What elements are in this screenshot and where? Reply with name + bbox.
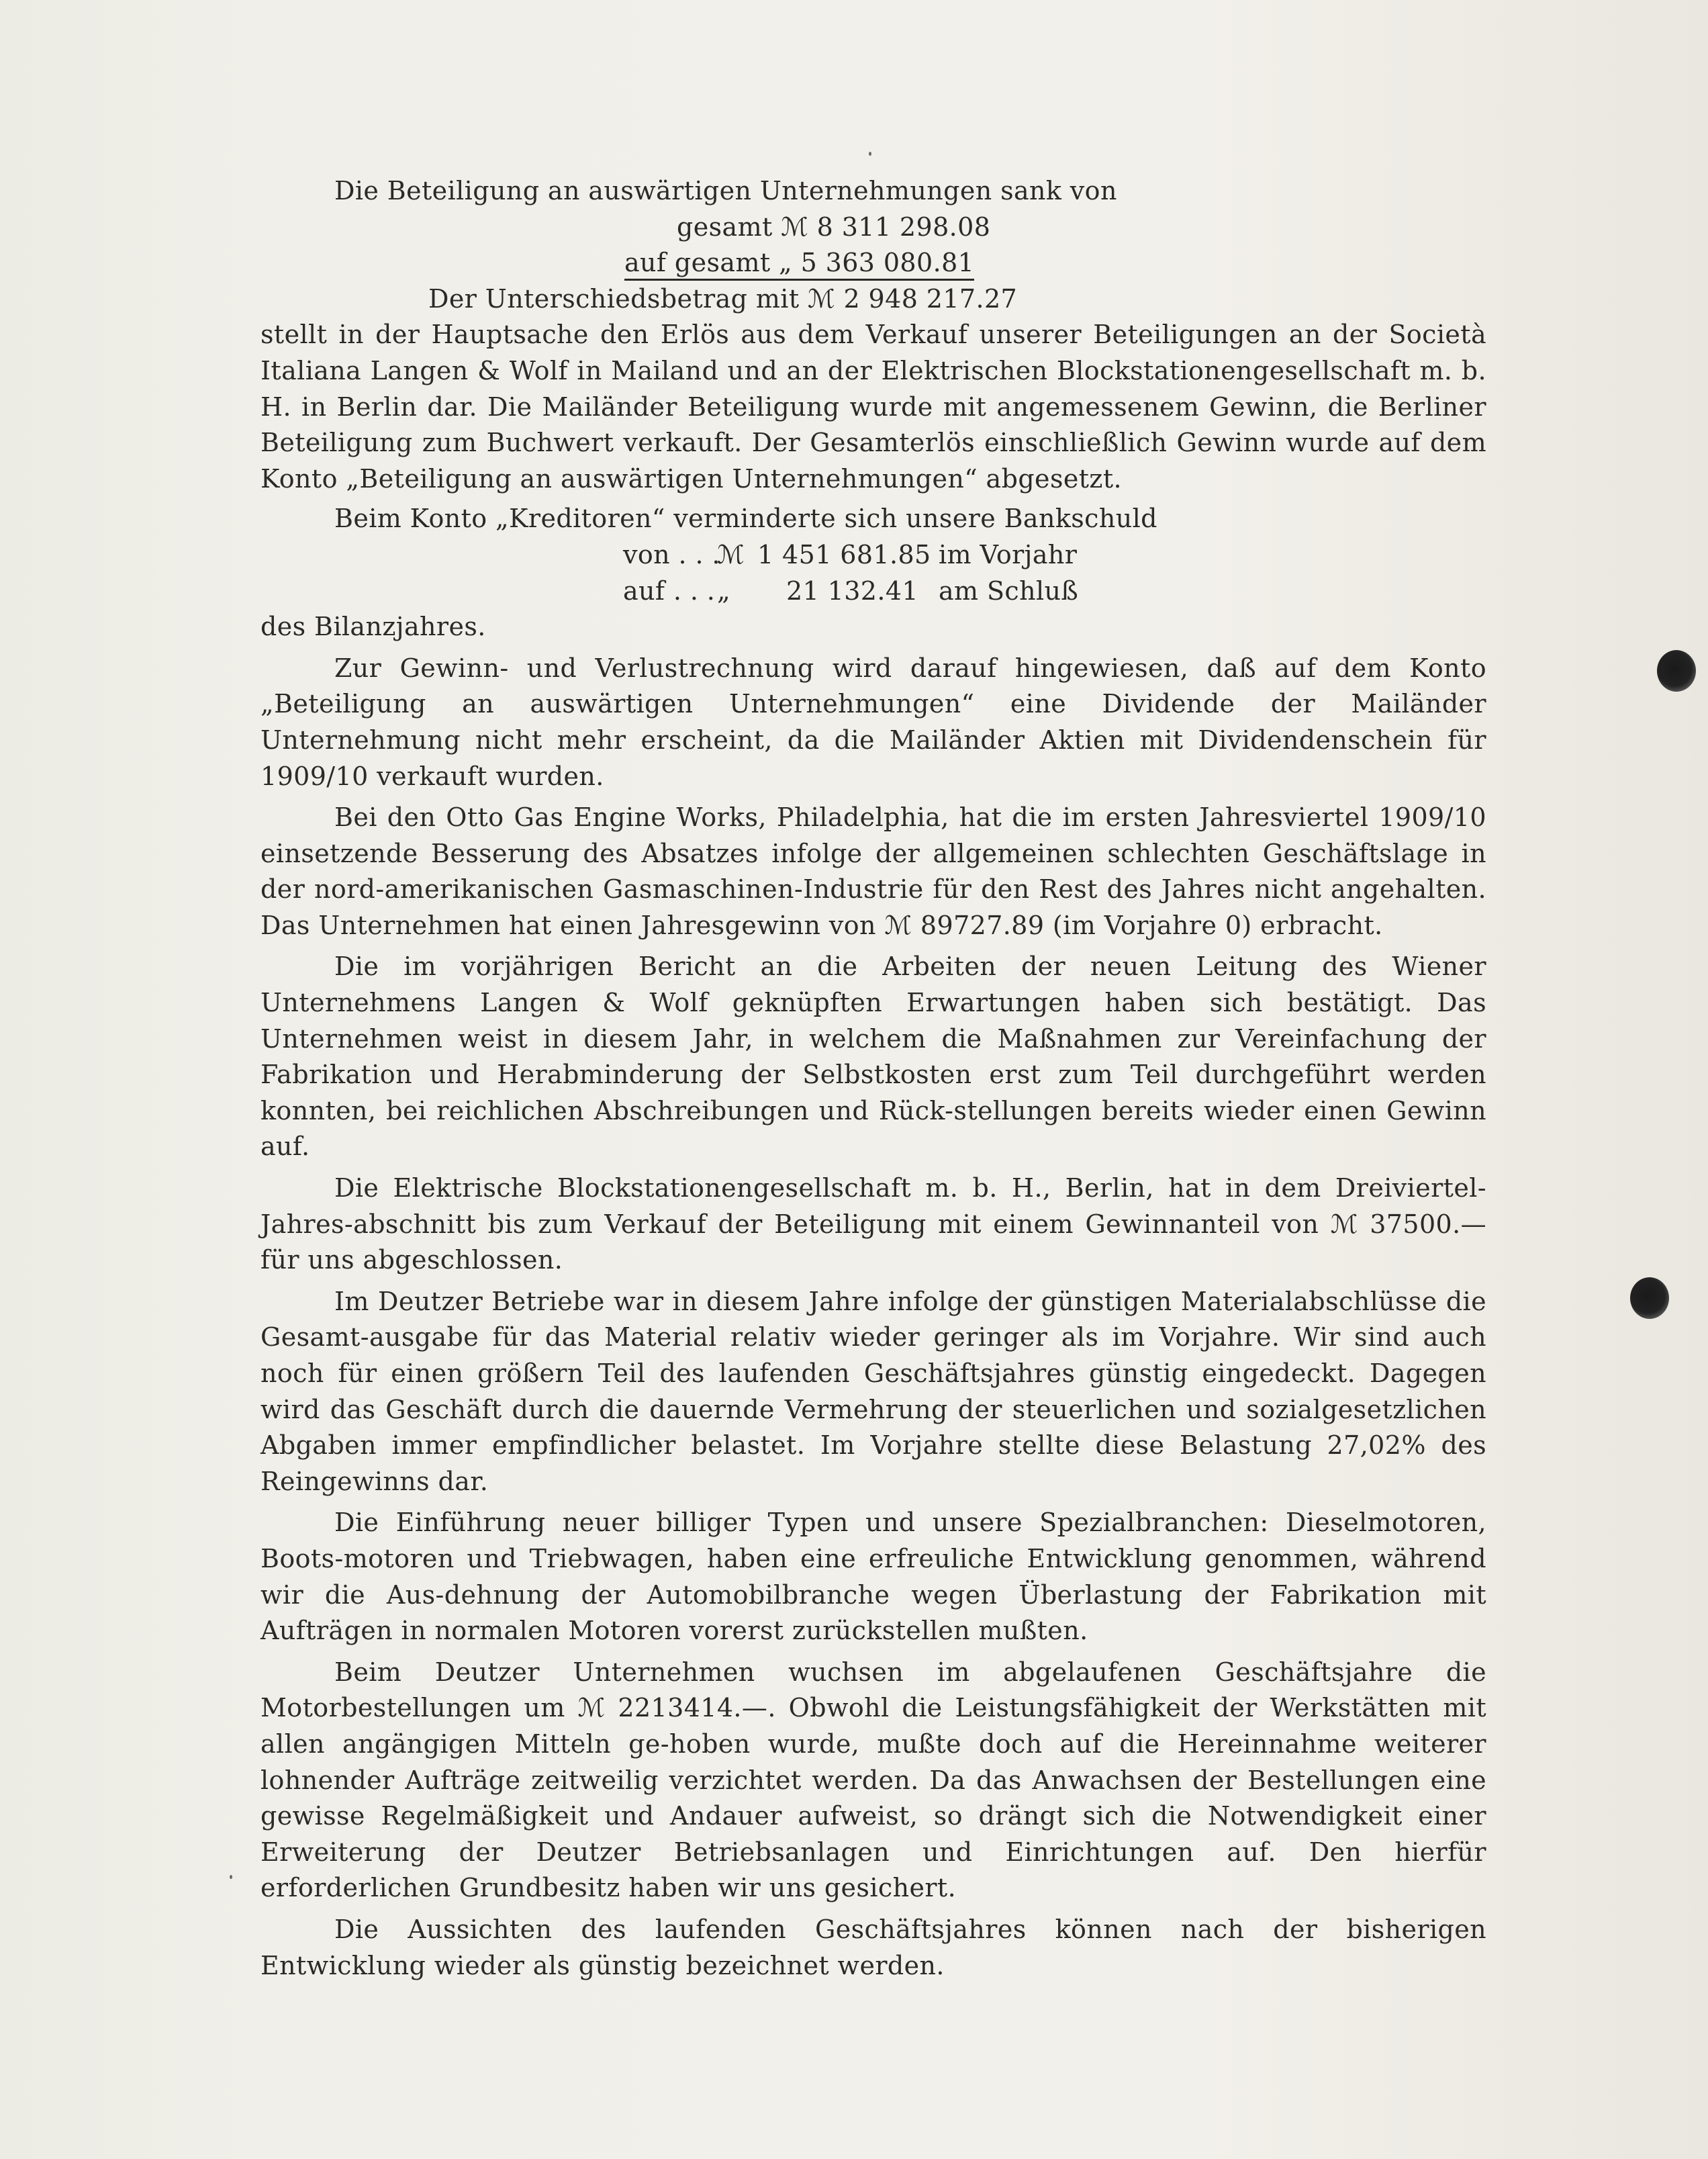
creditors-row-before-note: im Vorjahr xyxy=(939,539,1078,569)
creditors-row-after xyxy=(260,573,1486,610)
punch-hole-top xyxy=(1657,650,1696,692)
paragraph-new-types: Die Einführung neuer billiger Typen und unsere Spezialbranchen: Dieselmotoren, Boots-motoren und Triebwagen, haben eine erfreuliche Entwicklung genommen, während wir die Aus-dehnung der Automobilbranche wegen Überlastung der Fabrikation mit Aufträgen in normalen Motoren vorerst zurückstellen mußten. xyxy=(260,1508,1486,1646)
creditors-row-after-currency: „ xyxy=(717,576,731,606)
amount-total-before: gesamt ℳ 8 311 298.08 xyxy=(677,212,991,242)
paragraph-profit-loss: Zur Gewinn- und Verlustrechnung wird darauf hingewiesen, daß auf dem Konto „Beteiligung an auswärtigen Unternehmungen“ eine Dividende der Mailänder Unternehmung nicht mehr erscheint, da die Mailänder Aktien mit Dividendenschein für 1909/10 verkauft wurden. xyxy=(260,653,1486,791)
paragraph-outlook: Die Aussichten des laufenden Geschäftsjahres können nach der bisherigen Entwicklung wieder als günstig bezeichnet werden. xyxy=(260,1914,1486,1980)
participation-paragraph: stellt in der Hauptsache den Erlös aus dem Verkauf unserer Beteiligungen an der Società Italiana Langen & Wolf in Mailand und an der Elektrischen Blockstationengesellschaft m. b. H. in Berlin dar. Die Mailänder Beteiligung wurde mit angemessenem Gewinn, die Berliner Beteiligung zum Buchwert verkauft. Der Gesamterlös einschließlich Gewinn wurde auf dem Konto „Beteiligung an auswärtigen Unternehmungen“ abgesetzt. xyxy=(260,320,1486,494)
creditors-row-before-label: von . . . xyxy=(623,539,720,569)
document-body xyxy=(260,173,1486,1984)
amount-total-after xyxy=(260,245,1486,281)
creditors-row-before-value: 1 451 681.85 xyxy=(757,539,931,569)
paragraph-orders: Beim Deutzer Unternehmen wuchsen im abgelaufenen Geschäftsjahre die Motorbestellungen um ℳ 2213414.—. Obwohl die Leistungsfähigkeit der Werkstätten mit allen angängigen Mitteln ge-hoben wurde, mußte doch auf die Hereinnahme weiterer lohnender Aufträge zeitweilig verzichtet werden. Da das Anwachsen der Bestellungen eine gewisse Regelmäßigkeit und Andauer aufweist, so drängt sich die Notwendigkeit einer Erweiterung der Deutzer Betriebsanlagen und Einrichtungen auf. Den hierfür erforderlichen Grundbesitz haben wir uns gesichert. xyxy=(260,1657,1486,1903)
creditors-row-after-value: 21 132.41 xyxy=(786,576,918,606)
paragraph-otto-works: Bei den Otto Gas Engine Works, Philadelphia, hat die im ersten Jahresviertel 1909/10 einsetzende Besserung des Absatzes infolge der allgemeinen schlechten Geschäftslage in der nord-amerikanischen Gasmaschinen-Industrie für den Rest des Jahres nicht angehalten. Das Unternehmen hat einen Jahresgewinn von ℳ 89727.89 (im Vorjahre 0) erbracht. xyxy=(260,802,1486,940)
creditors-row-after-note: am Schluß xyxy=(939,576,1079,606)
creditors-row-before-currency: ℳ xyxy=(717,539,745,569)
paragraph-deutz-material: Im Deutzer Betriebe war in diesem Jahre infolge der günstigen Materialabschlüsse die Gesamt-ausgabe für das Material relativ wieder geringer als im Vorjahre. Wir sind auch noch für einen größern Teil des laufenden Geschäftsjahres günstig eingedeckt. Dagegen wird das Geschäft durch die dauernde Vermehrung der steuerlichen und sozialgesetzlichen Abgaben immer empfindlicher belastet. Im Vorjahre stellte diese Belastung 27,02% des Reingewinns dar. xyxy=(260,1286,1486,1496)
dust-speck xyxy=(869,152,871,156)
punch-hole-bottom xyxy=(1630,1277,1669,1319)
creditors-outro: des Bilanzjahres. xyxy=(260,612,486,642)
paragraph-vienna: Die im vorjährigen Bericht an die Arbeiten der neuen Leitung des Wiener Unternehmens Langen & Wolf geknüpften Erwartungen haben sich bestätigt. Das Unternehmen weist in diesem Jahr, in welchem die Maßnahmen zur Vereinfachung der Fabrikation und Herabminderung der Selbstkosten erst zum Teil durchgeführt werden konnten, bei reichlichen Abschreibungen und Rück-stellungen bereits wieder einen Gewinn auf. xyxy=(260,952,1486,1162)
amount-total-after-text: auf gesamt „ 5 363 080.81 xyxy=(624,246,974,281)
dust-speck xyxy=(230,1875,232,1879)
creditors-row-after-label: auf . . . xyxy=(623,576,716,606)
creditors-row-before xyxy=(260,537,1486,573)
participation-intro: Die Beteiligung an auswärtigen Unternehmungen sank von xyxy=(334,176,1117,205)
creditors-intro: Beim Konto „Kreditoren“ verminderte sich unsere Bankschuld xyxy=(334,504,1157,534)
amount-difference: Der Unterschiedsbetrag mit ℳ 2 948 217.27 xyxy=(428,283,1018,314)
paragraph-blockstation: Die Elektrische Blockstationengesellschaft m. b. H., Berlin, hat in dem Dreiviertel-Jahres-abschnitt bis zum Verkauf der Beteiligung mit einem Gewinnanteil von ℳ 37500.— für uns abgeschlossen. xyxy=(260,1173,1486,1275)
